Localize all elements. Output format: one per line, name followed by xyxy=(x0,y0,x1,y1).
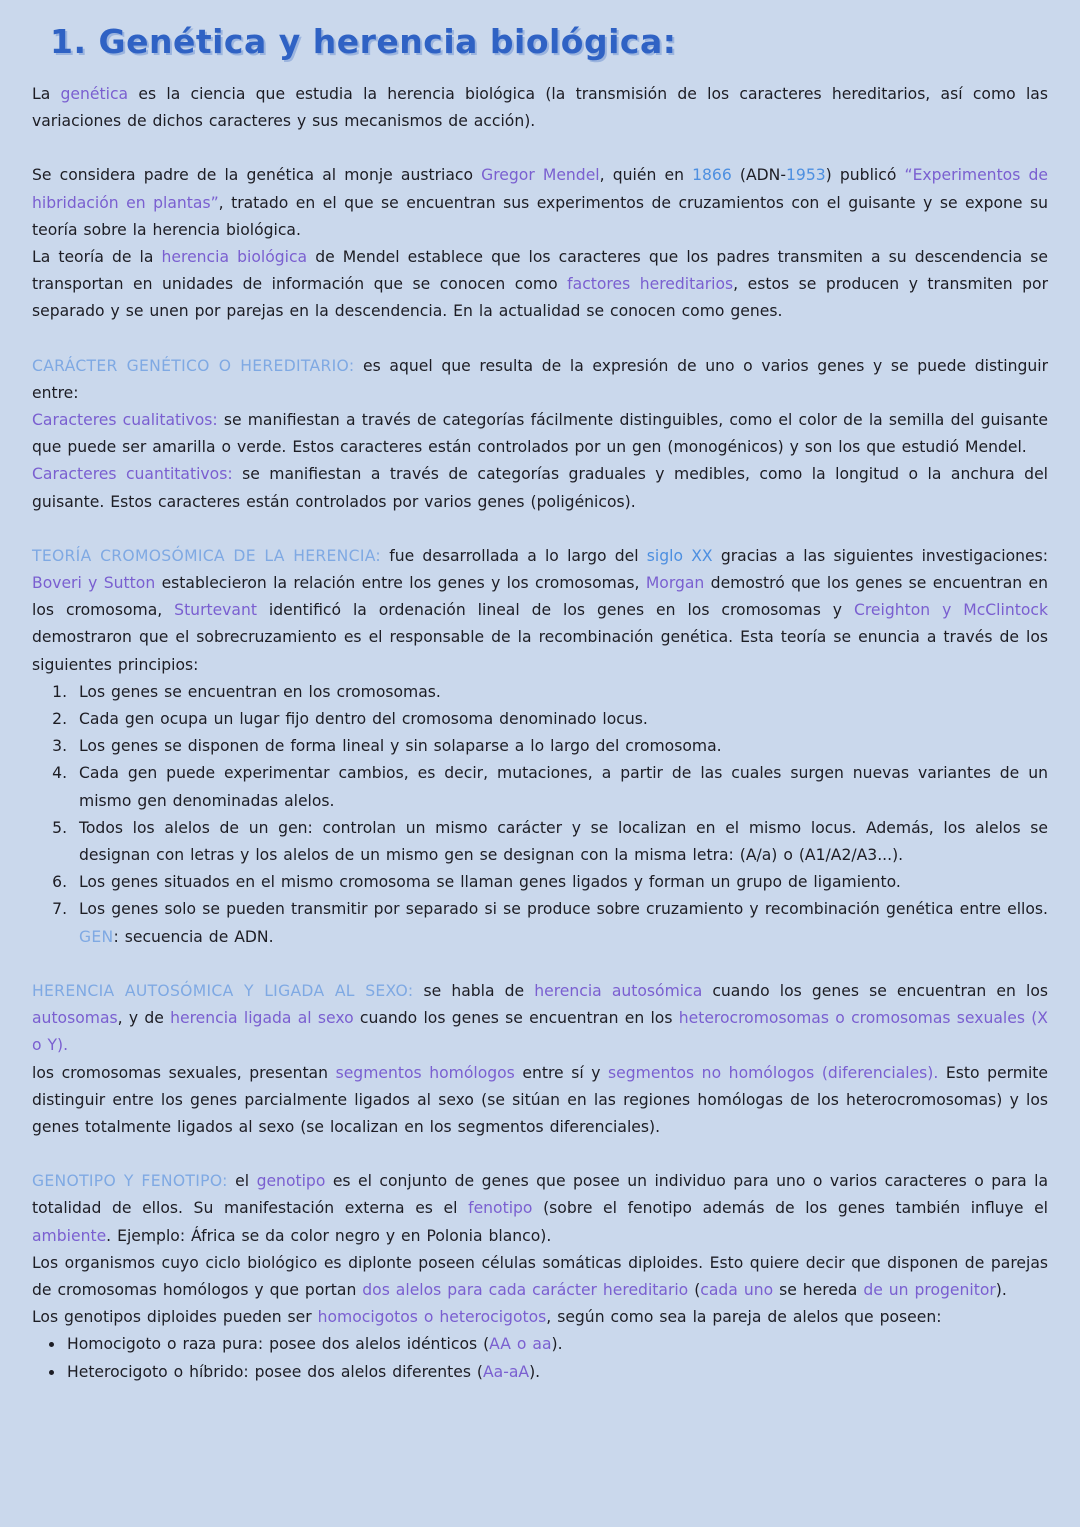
list-item: 2. Cada gen ocupa un lugar fijo dentro del cromosoma denominado locus. xyxy=(73,706,1048,733)
genotipo-paragraph: GENOTIPO Y FENOTIPO: el genotipo es el conjunto de genes que posee un individuo para uno o varios caracteres o para la totalidad de ellos. Su manifestación externa es el fenotipo (sobre el fenotipo además de los genes también influye el ambiente. Ejemplo: África se da color negro y en Polonia blanco). xyxy=(32,1172,1049,1245)
diplonte-paragraph: Los organismos cuyo ciclo biológico es diplonte poseen células somáticas diploides. Esto quiere decir que disponen de parejas de cromosomas homólogos y que portan dos alelos para cada carácter hereditario (cada uno se hereda de un progenitor). xyxy=(32,1253,1048,1299)
term-creighton-mcclintock: Creighton y McClintock xyxy=(853,601,1048,620)
list-item: 1. Los genes se encuentran en los cromosomas. xyxy=(73,679,1048,706)
term-genotipo: genotipo xyxy=(256,1172,326,1191)
term-herencia-ligada: herencia ligada al sexo xyxy=(170,1009,354,1028)
term-factores-hereditarios: factores hereditarios xyxy=(567,275,734,294)
term-cada-uno: cada uno xyxy=(700,1280,774,1299)
year-1866: 1866 xyxy=(692,166,732,185)
list-item: • Homocigoto o raza pura: posee dos alelos idénticos (AA o aa). xyxy=(65,1331,1048,1358)
term-sturtevant: Sturtevant xyxy=(174,601,257,620)
term-aa: AA o aa xyxy=(489,1335,552,1354)
term-segmentos-no-homologos: segmentos no homólogos (diferenciales). xyxy=(608,1063,939,1082)
term-gregor-mendel: Gregor Mendel xyxy=(481,166,600,185)
section-heading-caracter: CARÁCTER GENÉTICO O HEREDITARIO: xyxy=(32,356,355,375)
term-experimentos: “Experimentos de hibridación en plantas” xyxy=(32,166,1048,212)
term-herencia-autosomica: herencia autosómica xyxy=(534,981,703,1000)
term-boveri-sutton: Boveri y Sutton xyxy=(32,574,156,593)
genotipos-bullet-list xyxy=(32,1331,1048,1385)
list-item: 5. Todos los alelos de un gen: controlan un mismo carácter y se localizan en el mismo locus. Además, los alelos se designan con letras y los alelos de un mismo gen se designan con la misma letra: (A/a) o (A1/A2/A3...). xyxy=(73,815,1048,869)
term-herencia-biologica: herencia biológica xyxy=(161,248,308,267)
term-genetica: genética xyxy=(60,85,129,103)
term-heterocromosomas: heterocromosomas o cromosomas sexuales (X o Y). xyxy=(32,1009,1048,1055)
section-heading-autosomica: HERENCIA AUTOSÓMICA Y LIGADA AL SEXO: xyxy=(32,981,414,1000)
term-segmentos-homologos: segmentos homólogos xyxy=(335,1063,515,1082)
term-dos-alelos: dos alelos para cada carácter hereditario xyxy=(362,1280,689,1299)
term-aa-mixed: Aa-aA xyxy=(483,1362,530,1381)
list-item: 3. Los genes se disponen de forma lineal y sin solaparse a lo largo del cromosoma. xyxy=(73,733,1048,760)
caracter-paragraph: CARÁCTER GENÉTICO O HEREDITARIO: es aquel que resulta de la expresión de uno o varios genes y se puede distinguir entre: xyxy=(32,356,1048,402)
term-cuantitativos: Caracteres cuantitativos: xyxy=(32,465,233,484)
autosomica-paragraph: HERENCIA AUTOSÓMICA Y LIGADA AL SEXO: se habla de herencia autosómica cuando los genes se encuentran en los autosomas, y de herencia ligada al sexo cuando los genes se encuentran en los heterocromosomas o cromosomas sexuales (X o Y). xyxy=(32,981,1048,1055)
term-ambiente: ambiente xyxy=(32,1226,107,1245)
term-fenotipo: fenotipo xyxy=(468,1199,533,1218)
term-de-un-progenitor: de un progenitor xyxy=(863,1280,996,1299)
section-heading-genotipo: GENOTIPO Y FENOTIPO: xyxy=(32,1172,228,1191)
intro-paragraph-teoria: La teoría de la herencia biológica de Mendel establece que los caracteres que los padres transmiten a su descendencia se transportan en unidades de información que se conocen como factores hereditarios, estos se producen y transmiten por separado y se unen por parejas en la descendencia. En la actualidad se conocen como genes. xyxy=(32,248,1048,321)
principles-list xyxy=(32,679,1048,951)
list-item: 7. Los genes solo se pueden transmitir por separado si se produce sobre cruzamiento y recombinación genética entre ellos. GEN: secuencia de ADN. xyxy=(73,896,1048,950)
term-siglo-xx: siglo XX xyxy=(646,546,713,565)
teoria-paragraph: TEORÍA CROMOSÓMICA DE LA HERENCIA: fue desarrollada a lo largo del siglo XX gracias a las siguientes investigaciones: Boveri y Sutton establecieron la relación entre los genes y los cromosomas, Morgan demostró que los genes se encuentran en los cromosoma, Sturtevant identificó la ordenación lineal de los genes en los cromosomas y Creighton y McClintock demostraron que el sobrecruzamiento es el responsable de la recombinación genética. Esta teoría se enuncia a través de los siguientes principios: xyxy=(32,546,1048,674)
sexuales-paragraph: los cromosomas sexuales, presentan segmentos homólogos entre sí y segmentos no homólogos (diferenciales). Esto permite distinguir entre los genes parcialmente ligados al sexo (se sitúan en las regiones homólogas de los heterocromosomas) y los genes totalmente ligados al sexo (se localizan en los segmentos diferenciales). xyxy=(32,1063,1048,1136)
cualitativos-paragraph: Caracteres cualitativos: se manifiestan a través de categorías fácilmente distinguibles, como el color de la semilla del guisante que puede ser amarilla o verde. Estos caracteres están controlados por un gen (monogénicos) y son los que estudió Mendel. xyxy=(32,411,1048,457)
list-item: 6. Los genes situados en el mismo cromosoma se llaman genes ligados y forman un grupo de ligamiento. xyxy=(73,869,1048,896)
term-homo-hetero: homocigotos o heterocigotos xyxy=(317,1308,547,1327)
intro-paragraph-genetica: La genética es la ciencia que estudia la herencia biológica (la transmisión de los caracteres hereditarios, así como las variaciones de dichos caracteres y sus mecanismos de acción). xyxy=(32,85,1048,131)
list-item: • Heterocigoto o híbrido: posee dos alelos diferentes (Aa-aA). xyxy=(65,1359,1048,1386)
intro-paragraph-mendel: Se considera padre de la genética al monje austriaco Gregor Mendel, quién en 1866 (ADN-1953) publicó “Experimentos de hibridación en plantas”, tratado en el que se encuentran sus experimentos de cruzamientos con el guisante y se expone su teoría sobre la herencia biológica. xyxy=(32,166,1048,239)
section-heading-teoria: TEORÍA CROMOSÓMICA DE LA HERENCIA: xyxy=(32,546,381,565)
list-item: 4. Cada gen puede experimentar cambios, es decir, mutaciones, a partir de las cuales surgen nuevas variantes de un mismo gen denominadas alelos. xyxy=(73,760,1048,814)
cuantitativos-paragraph: Caracteres cuantitativos: se manifiestan a través de categorías graduales y medibles, como la longitud o la anchura del guisante. Estos caracteres están controlados por varios genes (poligénicos). xyxy=(32,465,1048,511)
term-gen: GEN xyxy=(79,927,114,946)
year-1953: 1953 xyxy=(785,166,826,185)
page-title: 1. Genética y herencia biológica: xyxy=(50,22,677,61)
term-autosomas: autosomas xyxy=(32,1009,118,1028)
genotipos-diploides-paragraph: Los genotipos diploides pueden ser homocigotos o heterocigotos, según como sea la pareja de alelos que poseen: xyxy=(32,1308,942,1327)
term-morgan: Morgan xyxy=(645,574,705,593)
term-cualitativos: Caracteres cualitativos: xyxy=(32,411,218,430)
